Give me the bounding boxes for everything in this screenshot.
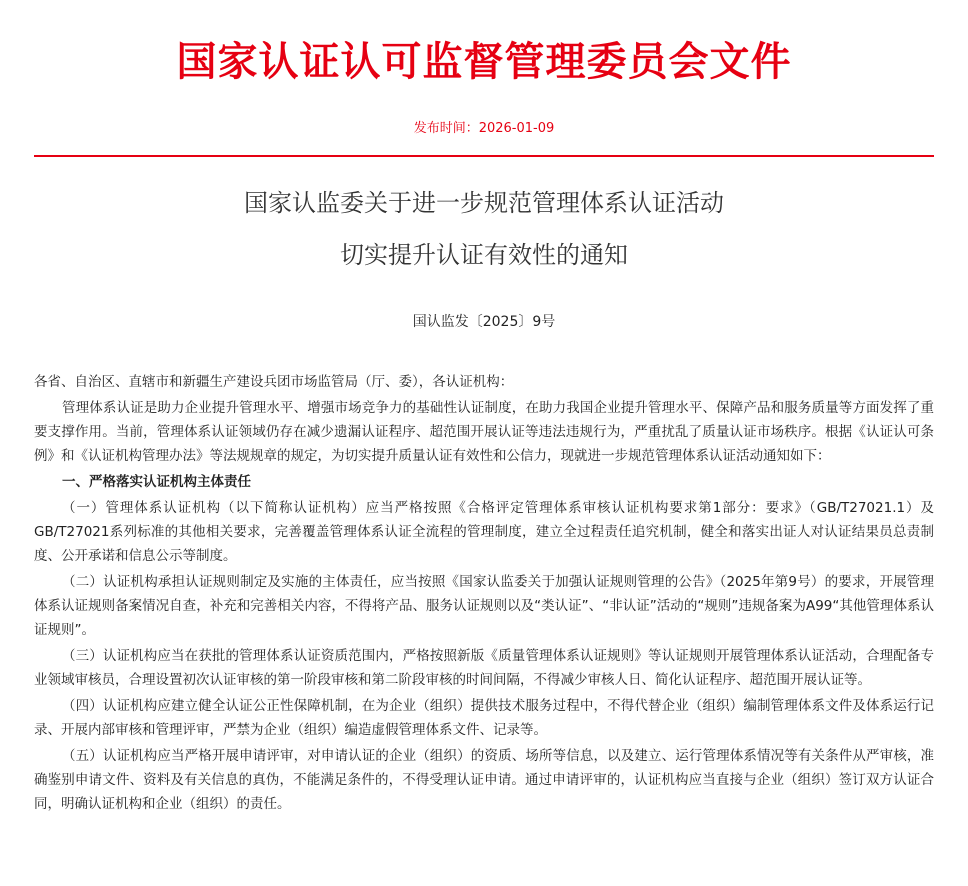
salutation: 各省、自治区、直辖市和新疆生产建设兵团市场监管局（厅、委），各认证机构： <box>34 374 514 390</box>
intro-paragraph: 管理体系认证是助力企业提升管理水平、增强市场竞争力的基础性认证制度，在助力我国企业提升管理水平、保障产品和服务质量等方面发挥了重要支撑作用。当前，管理体系认证领域仍存在减少遗漏认证程序、超范围开展认证等违法违规行为，严重扰乱了质量认证市场秩序。根据《认证认可条例》和《认证机构管理办法》等法规规章的规定，为切实提升质量认证有效性和公信力，现就进一步规范管理体系认证活动通知如下： <box>34 400 934 464</box>
item-paragraph-4: （四）认证机构应建立健全认证公正性保障机制，在为企业（组织）提供技术服务过程中，不得代替企业（组织）编制管理体系文件及体系运行记录、开展内部审核和管理评审，严禁为企业（组织）编造虚假管理体系文件、记录等。 <box>34 698 934 738</box>
red-divider <box>34 155 934 157</box>
document-title-line-1: 国家认监委关于进一步规范管理体系认证活动 <box>244 189 724 217</box>
document-body <box>34 370 934 818</box>
item-paragraph-3: （三）认证机构应当在获批的管理体系认证资质范围内，严格按照新版《质量管理体系认证规则》等认证规则开展管理体系认证活动，合理配备专业领域审核员，合理设置初次认证审核的第一阶段审核和第二阶段审核的时间间隔，不得减少审核人日、简化认证程序、超范围开展认证等。 <box>34 648 934 688</box>
item-paragraph-1: （一）管理体系认证机构（以下简称认证机构）应当严格按照《合格评定管理体系审核认证机构要求第1部分：要求》（GB/T27021.1）及GB/T27021系列标准的其他相关要求，完善覆盖管理体系认证全流程的管理制度，建立全过程责任追究机制，健全和落实出证人对认证结果员总责制度、公开承诺和信息公示等制度。 <box>34 500 934 564</box>
masthead-title: 国家认证认可监督管理委员会文件 <box>176 39 792 85</box>
item-paragraph-2: （二）认证机构承担认证规则制定及实施的主体责任，应当按照《国家认监委关于加强认证规则管理的公告》（2025年第9号）的要求，开展管理体系认证规则备案情况自查，补充和完善相关内容，不得将产品、服务认证规则以及“类认证”、“非认证”活动的“规则”违规备案为A99“其他管理体系认证规则”。 <box>34 574 934 638</box>
publish-date: 发布时间：2026-01-09 <box>413 121 555 136</box>
section-heading-1: 一、严格落实认证机构主体责任 <box>62 474 251 490</box>
document-title-line-2: 切实提升认证有效性的通知 <box>340 241 628 269</box>
item-paragraph-5: （五）认证机构应当严格开展申请评审，对申请认证的企业（组织）的资质、场所等信息，以及建立、运行管理体系情况等有关条件从严审核，准确鉴别申请文件、资料及有关信息的真伪，不能满足条件的，不得受理认证申请。通过申请评审的，认证机构应当直接与企业（组织）签订双方认证合同，明确认证机构和企业（组织）的责任。 <box>34 748 934 812</box>
document-number: 国认监发〔2025〕9号 <box>412 314 556 330</box>
